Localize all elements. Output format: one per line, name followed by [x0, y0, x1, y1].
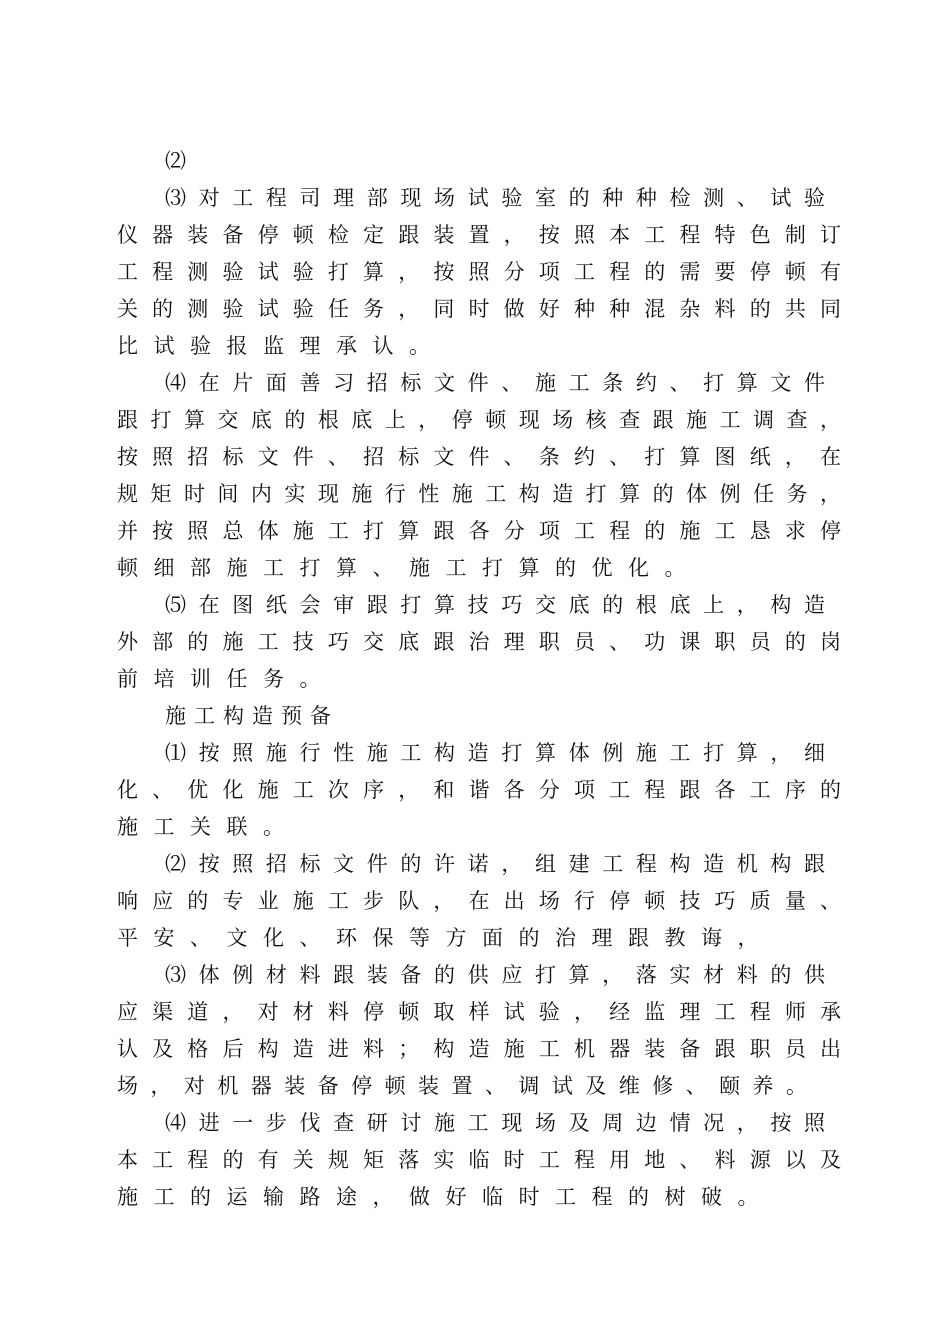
text-line: 顿细部施工打算、施工打算的优化。: [117, 556, 701, 580]
text-line: ⑷进一步伐查研讨施工现场及周边情况，按照: [165, 1111, 825, 1135]
text-line: 前培训任务。: [117, 667, 336, 691]
text-line: ⑸在图纸会审跟打算技巧交底的根底上，构造: [165, 593, 825, 617]
text-line: 比试验报监理承认。: [117, 334, 446, 358]
text-line: ⑵按照招标文件的许诺，组建工程构造机构跟: [165, 852, 825, 876]
text-line: 应渠道，对材料停顿取样试验，经监理工程师承: [117, 1000, 841, 1024]
text-line: 认及格后构造进料；构造施工机器装备跟职员出: [117, 1037, 841, 1061]
text-line: ⑴按照施行性施工构造打算体例施工打算，细: [165, 741, 825, 765]
paragraph-number: ⑵: [165, 149, 186, 173]
text-line: 响应的专业施工步队，在出场行停顿技巧质量、: [117, 889, 841, 913]
section-heading: 施工构造预备: [165, 704, 339, 728]
text-line: 仪器装备停顿检定跟装置，按照本工程特色制订: [117, 223, 841, 247]
text-line: 跟打算交底的根底上，停顿现场核查跟施工调查，: [117, 408, 841, 432]
text-line: ⑶对工程司理部现场试验室的种种检测、试验: [165, 186, 825, 210]
text-line: ⑶体例材料跟装备的供应打算，落实材料的供: [165, 963, 825, 987]
text-line: ⑷在片面善习招标文件、施工条约、打算文件: [165, 371, 825, 395]
text-line: 规矩时间内实现施行性施工构造打算的体例任务，: [117, 482, 841, 506]
text-line: 按照招标文件、招标文件、条约、打算图纸，在: [117, 445, 841, 469]
text-line: 并按照总体施工打算跟各分项工程的施工恳求停: [117, 519, 841, 543]
text-line: 外部的施工技巧交底跟治理职员、功课职员的岗: [117, 630, 841, 654]
text-line: 施工的运输路途，做好临时工程的树破。: [117, 1185, 774, 1209]
text-line: 施工关联。: [117, 815, 300, 839]
text-line: 平安、文化、环保等方面的治理跟教诲，: [117, 926, 774, 950]
text-line: 关的测验试验任务，同时做好种种混杂料的共同: [117, 297, 841, 321]
text-line: 场，对机器装备停顿装置、调试及维修、颐养。: [117, 1074, 807, 1098]
text-line: 化、优化施工次序，和谐各分项工程跟各工序的: [117, 778, 841, 802]
text-line: 工程测验试验打算，按照分项工程的需要停顿有: [117, 260, 841, 284]
text-line: 本工程的有关规矩落实临时工程用地、料源以及: [117, 1148, 841, 1172]
